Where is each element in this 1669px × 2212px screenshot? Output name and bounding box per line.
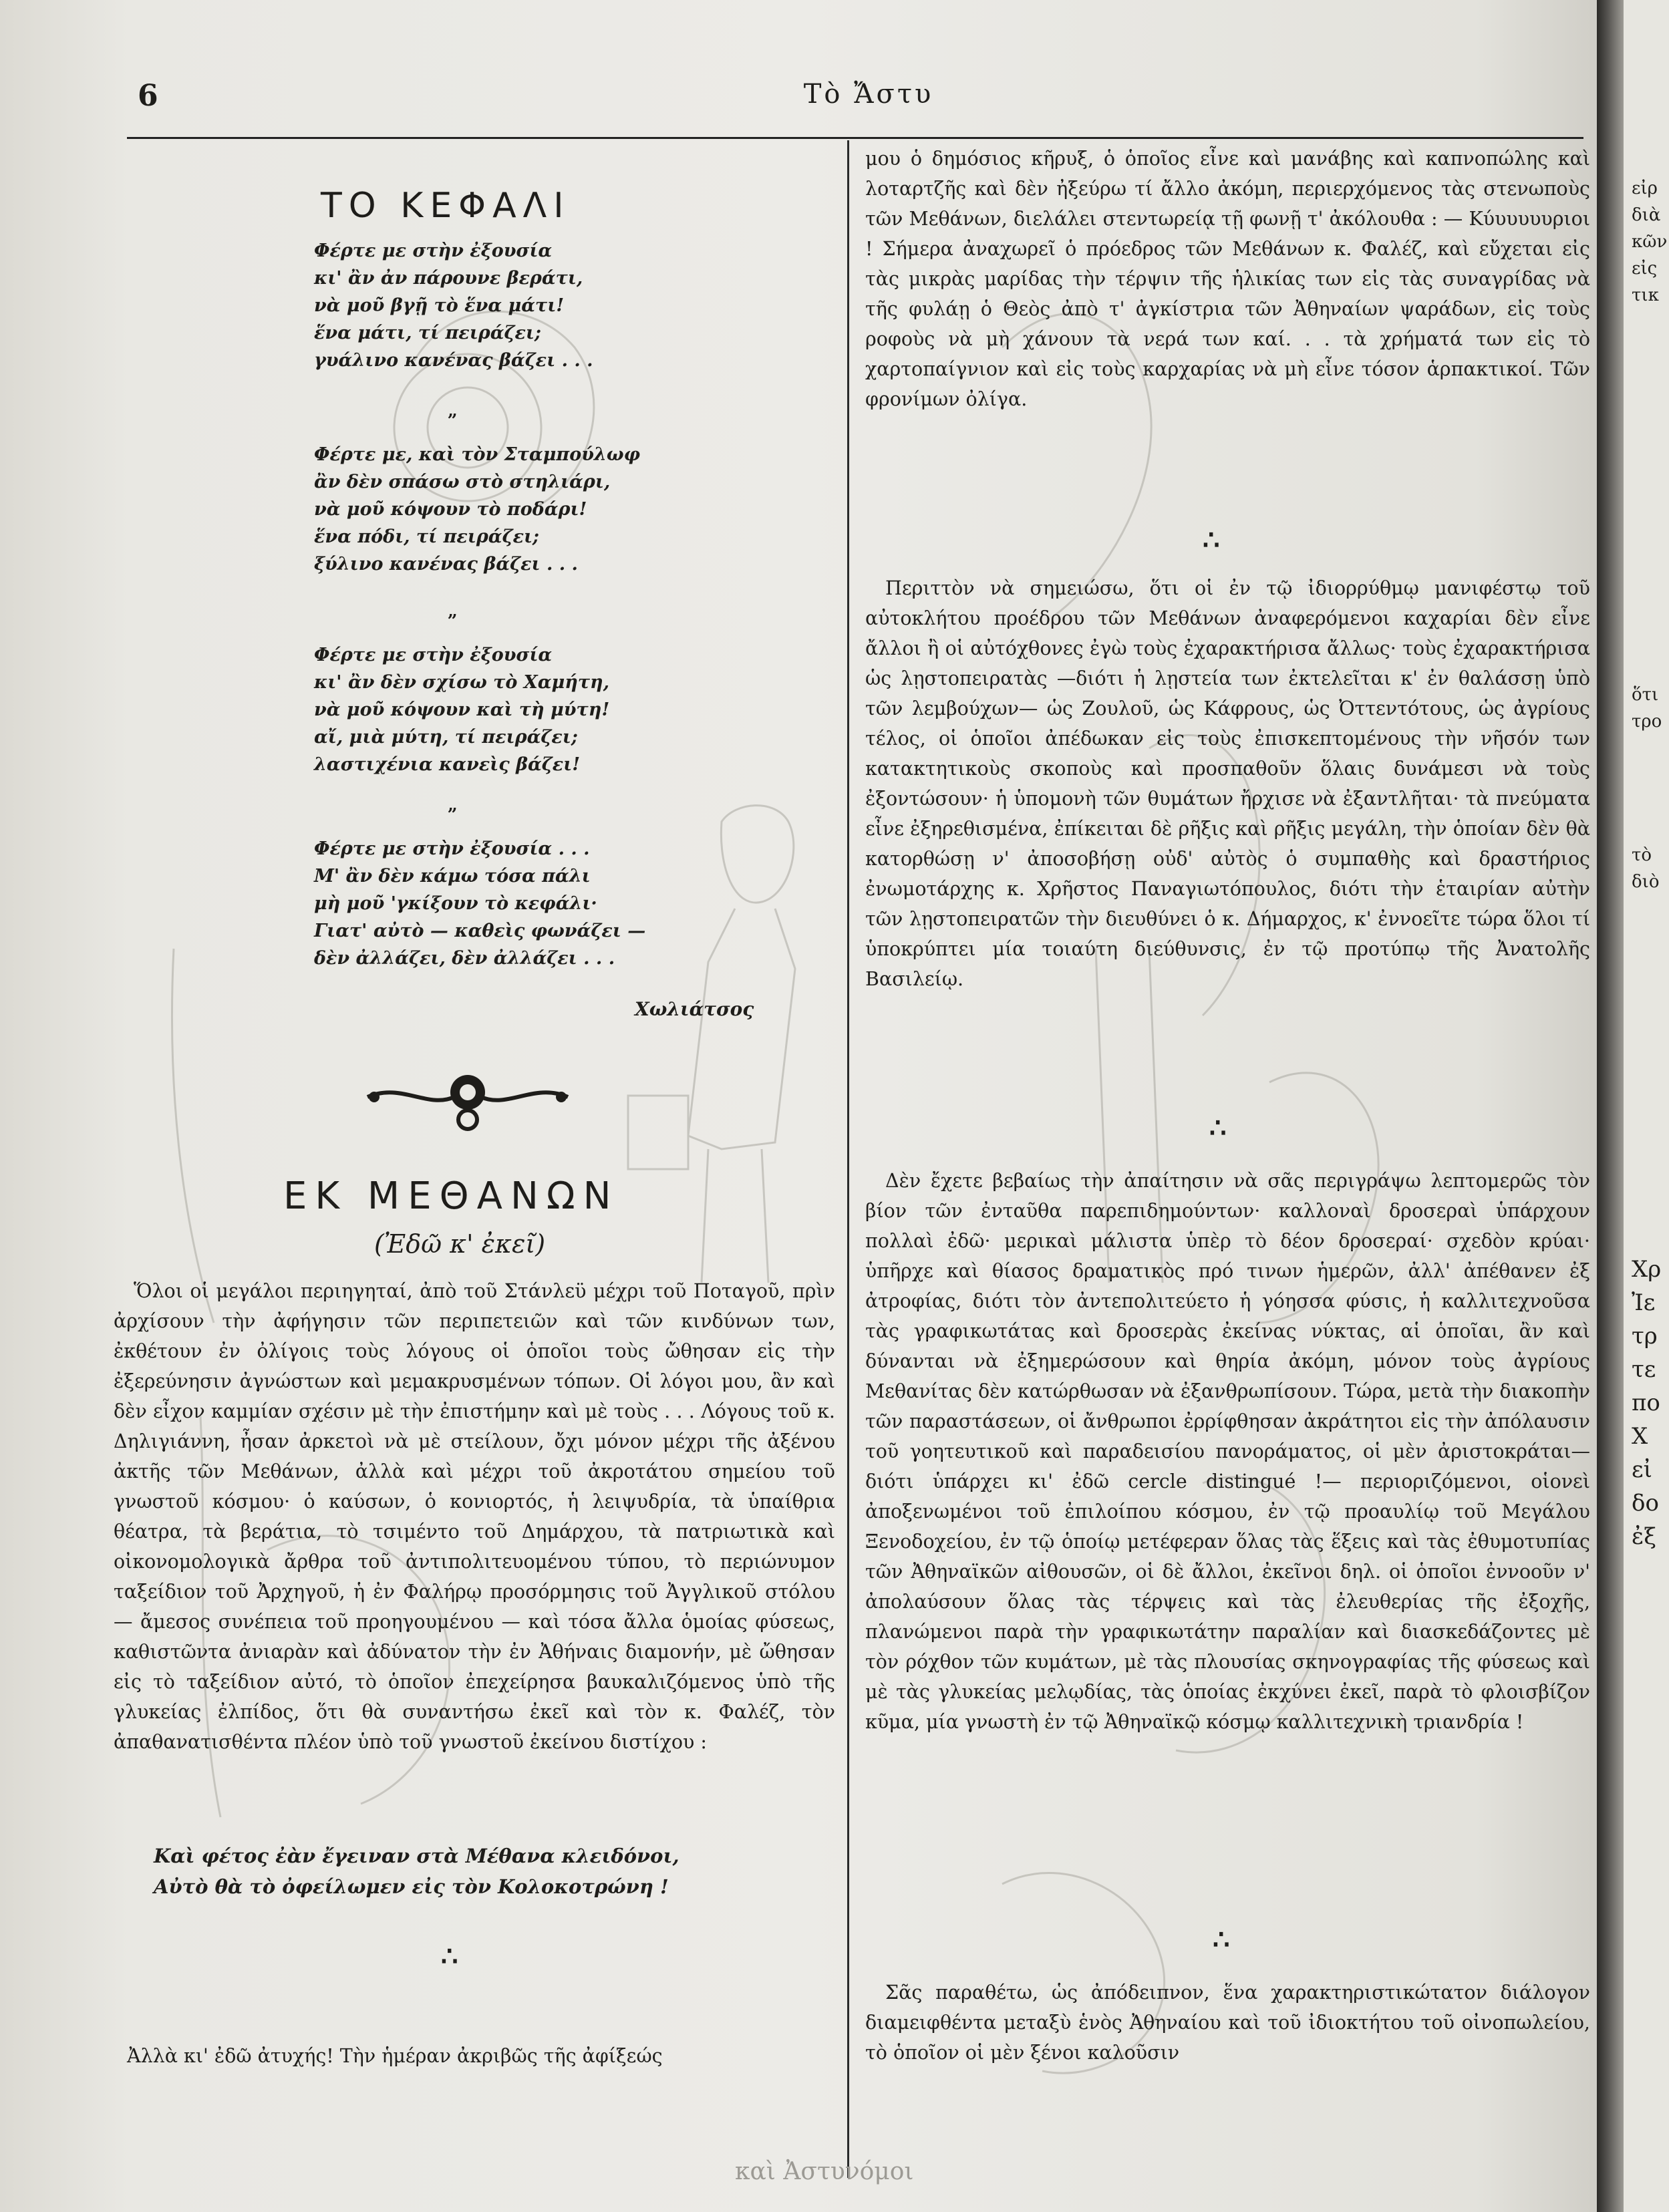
edge-text: εἰ <box>1632 1456 1652 1483</box>
edge-text: τὸ <box>1632 845 1652 865</box>
section-asterism: ∴ <box>1203 524 1221 556</box>
poem-line: νὰ μοῦ βγῇ τὸ ἕνα μάτι! <box>314 295 565 316</box>
poem-line: Γιατ' αὐτὸ — καθεὶς φωνάζει — <box>314 921 646 941</box>
section-asterism: ∴ <box>1213 1924 1231 1955</box>
article-paragraph-1 <box>114 1276 835 1757</box>
poem-line: νὰ μοῦ κόψουν καὶ τὴ μύτη! <box>314 699 610 720</box>
article-paragraph-5 <box>865 1166 1590 1737</box>
poem-line: Φέρτε με στὴν ἐξουσία <box>314 645 553 665</box>
adjacent-page-edge <box>1624 0 1669 2212</box>
poem-line: ξύλινο κανένας βάζει . . . <box>314 554 578 575</box>
stanza-separator: „ <box>448 401 458 421</box>
poem-title: ΤΟ ΚΕΦΑΛΙ <box>321 186 571 226</box>
stanza-separator: „ <box>448 795 458 815</box>
article-quote <box>154 1841 679 1902</box>
poem-line: ἕνα πόδι, τί πειράζει; <box>314 526 540 547</box>
edge-text: τικ <box>1632 285 1659 305</box>
edge-text: τρ <box>1632 1323 1658 1350</box>
poem-line: κι' ἂν ἀν πάρουνε βεράτι, <box>314 268 583 289</box>
section-asterism: ∴ <box>1209 1112 1228 1144</box>
edge-text: τε <box>1632 1356 1656 1383</box>
poem-line: δὲν ἀλλάζει, δὲν ἀλλάζει . . . <box>314 948 615 969</box>
gutter-shadow <box>1597 0 1624 2212</box>
poem-line: Φέρτε με στὴν ἐξουσία . . . <box>314 838 590 859</box>
running-head: Τὸ Ἄστυ <box>803 79 934 110</box>
edge-text: Χ <box>1632 1423 1648 1450</box>
column-rule <box>847 140 849 2178</box>
header-rule <box>127 137 1583 139</box>
poem-line: Μ' ἂν δὲν κάμω τόσα πάλι <box>314 866 591 887</box>
poem-signature: Χωλιάτσος <box>635 998 754 1020</box>
edge-text: δο <box>1632 1490 1659 1517</box>
article-paragraph-2 <box>127 2041 835 2071</box>
poem-stanza-3 <box>314 641 609 778</box>
edge-text: ἐξ <box>1632 1523 1656 1550</box>
edge-text: κῶν <box>1632 232 1668 252</box>
poem-stanza-2 <box>314 441 640 578</box>
poem-line: αἴ, μιὰ μύτη, τί πειράζει; <box>314 727 578 748</box>
article-paragraph-3 <box>865 144 1590 414</box>
edge-text: εἰρ <box>1632 178 1658 198</box>
poem-line: λαστιχένια κανεὶς βάζει! <box>314 754 581 775</box>
paragraph-text: Ἀλλὰ κι' ἐδῶ ἀτυχής! Τὴν ἡμέραν ἀκριβῶς τῆς ἀφίξεώς <box>127 2045 663 2067</box>
paragraph-text: Ὅλοι οἱ μεγάλοι περιηγηταί, ἀπὸ τοῦ Στάνλεϋ μέχρι τοῦ Ποταγοῦ, πρὶν ἀρχίσουν τὴν ἀφήγησιν τῶν περιπετειῶν καὶ τῶν κινδύνων των, ἐκθέτουν ἐν ὀλίγοις τοὺς λόγους οἱ ὁποῖοι τοὺς ὤθησαν εἰς τὴν ἐξερεύνησιν ἀγνώστων καὶ μεμακρυσμένων τόπων. Οἱ λόγοι μου, ἂν καὶ δὲν εἶχον καμμίαν σχέσιν μὲ τὴν ἐπιστήμην καὶ μὲ τοὺς . . . Λόγους τοῦ κ. Δηλιγιάννη, ἦσαν ἀρκετοὶ νὰ μὲ στείλουν, ὄχι μόνον μέχρι τῆς ἀξένου ἀκτῆς τῶν Μεθάνων, ἀλλὰ καὶ μέχρι τοῦ ἀκροτάτου σημείου τοῦ γνωστοῦ κόσμου· ὁ καύσων, ὁ κονιορτός, ἡ λειψυδρία, τὰ ὑπαίθρια θέατρα, τὰ βεράτια, τὸ τσιμέντο τοῦ Δημάρχου, τὰ πατριωτικὰ καὶ οἰκονομολογικὰ ἄρθρα τοῦ ἀντιπολιτευομένου τύπου, τὸ περιώνυμον ταξείδιον τοῦ Ἀρχηγοῦ, ἡ ἐν Φαλήρῳ προσόρμησις τοῦ Ἀγγλικοῦ στόλου — ἄμεσος συνέπεια τοῦ προηγουμένου — καὶ τόσα ἄλλα ὁμοίας φύσεως, καθιστῶντα ἀνιαρὰν καὶ ἀδύνατον τὴν ἐν Ἀθήναις διαμονήν, μὲ ὤθησαν εἰς τὸ ταξείδιον αὐτό, τὸ ὁποῖον ἐπεχείρησα βαυκαλιζόμενος ὑπὸ τῆς γλυκείας ἐλπίδος, ὅτι θὰ συναντήσω ἐκεῖ καὶ τὸν κ. Φαλέζ, τὸν ἀπαθανατισθέντα πλέον ὑπὸ τοῦ γνωστοῦ ἐκείνου διστίχου : <box>114 1280 835 1753</box>
ornament-divider <box>361 1056 575 1136</box>
article-paragraph-4 <box>865 573 1590 994</box>
paragraph-text: Δὲν ἔχετε βεβαίως τὴν ἀπαίτησιν νὰ σᾶς περιγράψω λεπτομερῶς τὸν βίον τῶν ἐνταῦθα παρεπιδημούντων· καλλοναὶ δροσεραὶ ὑπάρχουν πολλαὶ ἐδῶ· μερικαὶ μάλιστα ὑπὲρ τὸ δέον δροσεραί· σχεδὸν κρύαι· ὑπῆρχε καὶ θίασος δραματικὸς πρό τινων ἡμερῶν, ἀλλ' ἀπέθανεν ἐξ ἀτροφίας, διότι τὸν ἀντεπολιτεύετο ἡ γόησσα φύσις, ἡ καλλιτεχνοῦσα τὰς γραφικωτάτας καὶ δροσερὰς ἐκείνας νύκτας, αἱ ὁποῖαι, ἂν καὶ δύνανται νὰ ἐξημερώσουν καὶ θηρία ἀκόμη, μόνον τοὺς ἀγρίους Μεθανίτας δὲν κατώρθωσαν νὰ ἐξανθρωπίσουν. Τώρα, μετὰ τὴν διακοπὴν τῶν παραστάσεων, οἱ ἄνθρωποι ἐρρίφθησαν ἀκράτητοι εἰς τὴν ἀπόλαυσιν τοῦ γοητευτικοῦ καὶ παραδεισίου πανοράματος, οἱ μὲν ἀριστοκράται— διότι ὑπάρχει κι' ἐδῶ cercle distingué !— περιοριζόμενοι, οἱονεὶ ἀποξενωμένοι τοῦ ἐπιλοίπου κόσμου, ἐν τῷ προαυλίῳ τοῦ Μεγάλου Ξενοδοχείου, ἐν τῷ ὁποίῳ μετέφεραν ὅλας τὰς ἕξεις καὶ τὰς ἐθυμοτυπίας τῶν Ἀθηναϊκῶν αἰθουσῶν, οἱ δὲ ἄλλοι, ἐκεῖνοι δηλ. οἱ ὁποῖοι ἐννοοῦν ν' ἀπολαύσουν ὅλας τὰς τέρψεις καὶ τὰς ἐλευθερίας τῆς ἐξοχῆς, πλανώμενοι παρὰ τὴν γραφικωτάτην παραλίαν καὶ διασκεδάζοντες μὲ τὸν ρόχθον τῶν κυμάτων, μὲ τὰς πλουσίας σκηνογραφίας τῆς φύσεως καὶ μὲ τὰς γλυκείας μελῳδίας, τὰς ὁποίας ἐκχύνει ἐκεῖ, παρὰ τὸ φλοισβίζον κῦμα, μία γνωστὴ ἐν τῷ Ἀθηναϊκῷ κόσμῳ καλλιτεχνικὴ τριανδρία ! <box>865 1170 1590 1733</box>
stanza-separator: „ <box>448 601 458 621</box>
edge-text: πο <box>1632 1390 1660 1416</box>
poem-line: Φέρτε με, καὶ τὸν Σταμπούλωφ <box>314 444 641 465</box>
poem-line: μὴ μοῦ 'γκίξουν τὸ κεφάλι· <box>314 893 597 914</box>
poem-stanza-1 <box>314 237 593 374</box>
bleed-through-text: καὶ Ἀστυνόμοι <box>735 2158 914 2185</box>
edge-text: ὅτι <box>1632 685 1659 705</box>
section-asterism: ∴ <box>441 1941 460 1972</box>
poem-line: κι' ἂν δὲν σχίσω τὸ Χαμήτη, <box>314 672 610 693</box>
article-subtitle: (Ἐδῶ κ' ἐκεῖ) <box>374 1229 546 1259</box>
paragraph-text: Περιττὸν νὰ σημειώσω, ὅτι οἱ ἐν τῷ ἰδιορρύθμῳ μανιφέστῳ τοῦ αὐτοκλήτου προέδρου τῶν Μεθάνων ἀναφερόμενοι καχαρίαι δὲν εἶνε ἄλλοι ἢ οἱ αὐτόχθονες ἐγὼ τοὺς ἐχαρακτήρισα ἄλλως· τοὺς ἐχαρακτήρισα ὡς λῃστοπειρατὰς —διότι ἡ λῃστεία των ἐκτελεῖται κ' ἐν θαλάσσῃ ὑπὸ τῶν λεμβούχων— ὡς Ζουλοῦ, ὡς Κάφρους, ὡς Ὀττεντότους, ὡς ἀγρίους τέλος, οἱ ὁποῖοι ἀπέδωκαν εἰς τοὺς ἐπισκεπτομένους τὴν νῆσόν των κατακτητικοὺς σκοποὺς καὶ προσπαθοῦν ὅλαις δυνάμεσι νὰ τοὺς ἐξοντώσουν· ἡ ὑπομονὴ τῶν θυμάτων ἤρχισε νὰ ἐξαντλῆται· τὰ πνεύματα εἶνε ἐξηρεθισμένα, ἐπίκειται δὲ ρῆξις καὶ ρῆξις μεγάλη, τὴν ὁποίαν δὲν θὰ κατορθώσῃ ν' ἀποσοβήσῃ οὐδ' αὐτὸς ὁ συμπαθὴς καὶ δραστήριος ἐνωμοτάρχης κ. Χρῆστος Παναγιωτόπουλος, διότι τὴν ἑταιρίαν αὐτὴν τῶν λῃστοπειρατῶν τὴν διευθύνει ὁ κ. Δήμαρχος, κ' ἐννοεῖτε τώρα ὅλοι τί ὑποκρύπτει μία τοιαύτη διεύθυνσις, ἐν τῷ προτύπῳ τῆς Ἀνατολῆς Βασιλείῳ. <box>865 577 1590 990</box>
paragraph-text: μου ὁ δημόσιος κῆρυξ, ὁ ὁποῖος εἶνε καὶ μανάβης καὶ καπνοπώλης καὶ λοταρτζῆς καὶ δὲν ἠξεύρω τί ἄλλο ἀκόμη, περιερχόμενος τὰς στενωποὺς τῶν Μεθάνων, διελάλει στεντωρείᾳ τῇ φωνῇ τ' ἀκόλουθα : — Κύυυυυυριοι ! Σήμερα ἀναχωρεῖ ὁ πρόεδρος τῶν Μεθάνων κ. Φαλέζ, καὶ εὔχεται εἰς τὰς μικρὰς μαρίδας τὴν τέρψιν τῆς ἡλικίας των εἰς τὰς συναγρίδας νὰ τῆς φυλάῃ ὁ Θεὸς ἀπὸ τ' ἀγκίστρια τῶν Ἀθηναίων ψαράδων, εἰς τοὺς ροφοὺς νὰ μὴ χάνουν τὰ νερά των καί. . . τὰ χρήματά των εἰς τὸ χαρτοπαίγνιον καὶ εἰς τοὺς καρχαρίας νὰ μὴ εἶνε τόσον ἁρπακτικοί. Τῶν φρονίμων ὀλίγα. <box>865 148 1590 410</box>
edge-text: εἰς <box>1632 259 1658 279</box>
poem-line: γυάλινο κανένας βάζει . . . <box>314 350 593 371</box>
quote-line: Καὶ φέτος ἐὰν ἔγειναν στὰ Μέθανα κλειδόνοι, <box>154 1845 679 1867</box>
article-paragraph-6 <box>865 1978 1590 2068</box>
poem-stanza-4 <box>314 835 645 972</box>
poem-line: ἕνα μάτι, τί πειράζει; <box>314 323 541 343</box>
edge-text: τρο <box>1632 712 1662 732</box>
article-title: ΕΚ ΜΕΘΑΝΩΝ <box>283 1174 619 1218</box>
edge-text: διὰ <box>1632 205 1661 225</box>
quote-line: Αὐτὸ θὰ τὸ ὀφείλωμεν εἰς τὸν Κολοκοτρώνη ! <box>154 1875 669 1898</box>
page-number: 6 <box>138 79 158 113</box>
poem-line: ἂν δὲν σπάσω στὸ στηλιάρι, <box>314 472 611 492</box>
poem-line: νὰ μοῦ κόψουν τὸ ποδάρι! <box>314 499 587 520</box>
edge-text: διὸ <box>1632 872 1660 892</box>
edge-text: Ἰε <box>1632 1289 1656 1316</box>
edge-text: Χρ <box>1632 1256 1662 1283</box>
paragraph-text: Σᾶς παραθέτω, ὡς ἀπόδειπνον, ἕνα χαρακτηριστικώτατον διάλογον διαμειφθέντα μεταξὺ ἑνὸς Ἀθηναίου καὶ τοῦ ἰδιοκτήτου τοῦ οἰνοπωλείου, τὸ ὁποῖον οἱ μὲν ξένοι καλοῦσιν <box>865 1982 1590 2064</box>
poem-line: Φέρτε με στὴν ἐξουσία <box>314 241 553 261</box>
